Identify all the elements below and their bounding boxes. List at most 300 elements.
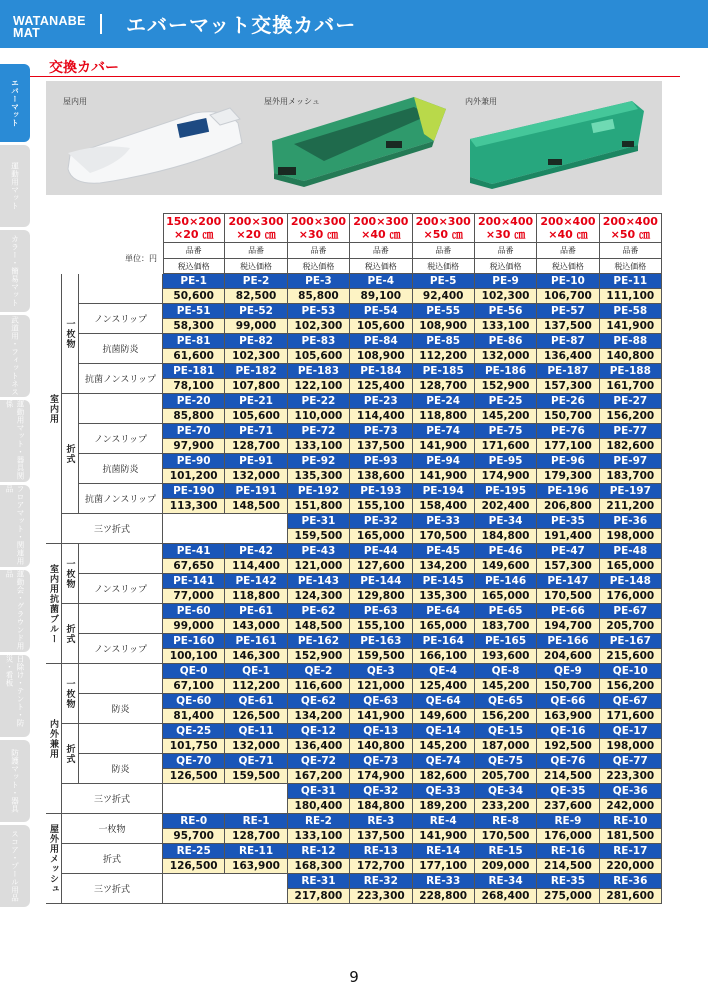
- item-code: PE-54: [350, 304, 412, 319]
- item-code: QE-1: [225, 664, 287, 679]
- item-code: PE-181: [163, 364, 225, 379]
- item-price: 141,900: [600, 319, 662, 334]
- item-code: PE-165: [475, 634, 537, 649]
- item-code: PE-44: [350, 544, 412, 559]
- item-code: RE-34: [475, 874, 537, 889]
- item-price: 148,500: [288, 619, 350, 634]
- item-price: 108,900: [413, 319, 475, 334]
- item-price: 113,300: [163, 499, 225, 514]
- item-code: PE-167: [600, 634, 662, 649]
- size-header-line2: ×50 ㎝: [423, 227, 463, 241]
- item-price: 89,100: [350, 289, 412, 304]
- section-underline: [30, 76, 680, 77]
- size-header-line1: 200×300: [415, 214, 471, 228]
- sub-label: 三ツ折式: [62, 874, 163, 904]
- item-price: 215,600: [600, 649, 662, 664]
- item-code: PE-76: [537, 424, 599, 439]
- size-header-line2: ×20 ㎝: [236, 227, 276, 241]
- item-code: QE-62: [288, 694, 350, 709]
- item-price: 152,900: [288, 649, 350, 664]
- item-code: RE-2: [288, 814, 350, 829]
- item-code: PE-97: [600, 454, 662, 469]
- side-tab-7[interactable]: 運動会・グラウンド用品: [0, 570, 30, 652]
- item-code: PE-81: [163, 334, 225, 349]
- item-code: RE-15: [475, 844, 537, 859]
- size-header: [350, 213, 412, 243]
- item-code: PE-21: [225, 394, 287, 409]
- size-header-line1: 200×400: [602, 214, 658, 228]
- item-price: 158,400: [413, 499, 475, 514]
- item-code: PE-163: [350, 634, 412, 649]
- item-price: 180,400: [288, 799, 350, 814]
- item-price: 205,700: [475, 769, 537, 784]
- item-code: RE-9: [537, 814, 599, 829]
- item-price: 159,500: [350, 649, 412, 664]
- item-price: 137,500: [350, 439, 412, 454]
- item-price: 211,200: [600, 499, 662, 514]
- item-price: 135,300: [288, 469, 350, 484]
- item-price: 112,200: [225, 679, 287, 694]
- item-code: PE-9: [475, 274, 537, 289]
- unit-label: 単位：円: [125, 254, 157, 263]
- item-price: 182,600: [600, 439, 662, 454]
- item-code: PE-23: [350, 394, 412, 409]
- item-price: 193,600: [475, 649, 537, 664]
- size-header-line2: ×40 ㎝: [548, 227, 588, 241]
- size-header-line2: ×50 ㎝: [610, 227, 650, 241]
- item-price: 114,400: [225, 559, 287, 574]
- price-header: 税込価格: [475, 259, 537, 274]
- item-price: 150,700: [537, 679, 599, 694]
- item-price: 206,800: [537, 499, 599, 514]
- sub-label: 折式: [62, 844, 163, 874]
- item-code: QE-72: [288, 754, 350, 769]
- item-price: 95,700: [163, 829, 225, 844]
- price-table: [46, 213, 662, 957]
- item-price: 111,100: [600, 289, 662, 304]
- code-header: 品番: [537, 243, 599, 259]
- item-code: PE-66: [537, 604, 599, 619]
- item-code: RE-17: [600, 844, 662, 859]
- side-tab-2[interactable]: 運動用マット: [0, 145, 30, 227]
- item-code: PE-58: [600, 304, 662, 319]
- item-price: 155,100: [350, 499, 412, 514]
- sub-label: 一枚物: [62, 814, 163, 844]
- item-price: 108,900: [350, 349, 412, 364]
- item-code: PE-1: [163, 274, 225, 289]
- item-price: 184,800: [475, 529, 537, 544]
- item-price: 58,300: [163, 319, 225, 334]
- item-code: PE-77: [600, 424, 662, 439]
- product-photo-strip: [46, 81, 662, 195]
- item-price: 102,300: [225, 349, 287, 364]
- item-price: 126,500: [225, 709, 287, 724]
- size-header: [537, 213, 599, 243]
- item-price: 165,000: [475, 589, 537, 604]
- item-code: PE-63: [350, 604, 412, 619]
- size-header: [163, 213, 225, 243]
- item-code: PE-184: [350, 364, 412, 379]
- row-label: 防炎: [79, 754, 163, 784]
- item-code: PE-34: [475, 514, 537, 529]
- item-price: 191,400: [537, 529, 599, 544]
- item-code: PE-65: [475, 604, 537, 619]
- item-price: 141,900: [413, 829, 475, 844]
- item-code: QE-25: [163, 724, 225, 739]
- item-price: 168,300: [288, 859, 350, 874]
- size-header-line1: 200×400: [477, 214, 534, 228]
- item-code: PE-145: [413, 574, 475, 589]
- item-price: 156,200: [600, 679, 662, 694]
- item-code: PE-141: [163, 574, 225, 589]
- item-price: 134,200: [288, 709, 350, 724]
- item-price: 101,750: [163, 739, 225, 754]
- sub-label: 折式: [62, 724, 79, 784]
- item-code: RE-35: [537, 874, 599, 889]
- item-code: PE-73: [350, 424, 412, 439]
- item-price: 140,800: [600, 349, 662, 364]
- item-code: PE-47: [537, 544, 599, 559]
- item-price: 177,100: [413, 859, 475, 874]
- photo-label-indoor: 屋内用: [63, 97, 87, 106]
- item-code: PE-43: [288, 544, 350, 559]
- item-code: QE-31: [288, 784, 350, 799]
- item-code: PE-67: [600, 604, 662, 619]
- item-code: PE-192: [288, 484, 350, 499]
- item-price: 141,900: [413, 439, 475, 454]
- item-code: RE-32: [350, 874, 412, 889]
- row-label: [79, 544, 163, 574]
- row-label: 抗菌ノンスリップ: [79, 484, 163, 514]
- item-code: PE-147: [537, 574, 599, 589]
- item-code: QE-11: [225, 724, 287, 739]
- item-price: 155,100: [350, 619, 412, 634]
- size-header: [288, 213, 350, 243]
- item-code: RE-16: [537, 844, 599, 859]
- row-label: ノンスリップ: [79, 304, 163, 334]
- item-price: 220,000: [600, 859, 662, 874]
- item-code: RE-14: [413, 844, 475, 859]
- item-price: 214,500: [537, 859, 599, 874]
- item-price: 281,600: [600, 889, 662, 904]
- group-label: 室内用: [46, 274, 62, 544]
- item-price: 184,800: [350, 799, 412, 814]
- item-price: 92,400: [413, 289, 475, 304]
- item-price: 163,900: [537, 709, 599, 724]
- item-code: PE-46: [475, 544, 537, 559]
- item-price: 126,500: [163, 769, 225, 784]
- item-price: 141,900: [350, 709, 412, 724]
- item-code: RE-1: [225, 814, 287, 829]
- item-price: 67,650: [163, 559, 225, 574]
- item-price: 145,200: [475, 679, 537, 694]
- item-code: PE-86: [475, 334, 537, 349]
- item-price: 105,600: [225, 409, 287, 424]
- code-header: 品番: [225, 243, 287, 259]
- item-code: QE-35: [537, 784, 599, 799]
- item-price: 151,800: [288, 499, 350, 514]
- item-price: 163,900: [225, 859, 287, 874]
- item-price: 85,800: [288, 289, 350, 304]
- item-price: 129,800: [350, 589, 412, 604]
- item-price: 126,500: [163, 859, 225, 874]
- item-price: 223,300: [600, 769, 662, 784]
- item-price: 99,000: [225, 319, 287, 334]
- group-label: 屋外用メッシュ: [46, 814, 62, 904]
- size-header-line1: 200×400: [540, 214, 596, 228]
- item-price: 132,000: [475, 349, 537, 364]
- row-label: [79, 664, 163, 694]
- item-code: PE-83: [288, 334, 350, 349]
- side-tab-4[interactable]: 武道用・フィットネス: [0, 315, 30, 397]
- item-price: 159,500: [288, 529, 350, 544]
- item-price: 124,300: [288, 589, 350, 604]
- side-tab-1[interactable]: エバーマット: [0, 64, 30, 142]
- item-price: 61,600: [163, 349, 225, 364]
- price-header: 税込価格: [225, 259, 287, 274]
- item-code: PE-3: [288, 274, 350, 289]
- item-code: PE-42: [225, 544, 287, 559]
- side-tab-8[interactable]: 日除け・テント・防災・看板: [0, 655, 30, 737]
- item-code: RE-11: [225, 844, 287, 859]
- side-tab-5[interactable]: 運動用マット・器具関係: [0, 400, 30, 482]
- item-code: QE-3: [350, 664, 412, 679]
- empty-cell: [163, 874, 288, 904]
- item-code: PE-185: [413, 364, 475, 379]
- item-code: PE-196: [537, 484, 599, 499]
- logo-line1: WATANABE: [13, 14, 86, 28]
- item-code: QE-67: [600, 694, 662, 709]
- item-price: 100,100: [163, 649, 225, 664]
- item-code: PE-61: [225, 604, 287, 619]
- item-code: PE-55: [413, 304, 475, 319]
- item-price: 99,000: [163, 619, 225, 634]
- item-price: 125,400: [350, 379, 412, 394]
- item-code: PE-162: [288, 634, 350, 649]
- item-code: RE-13: [350, 844, 412, 859]
- item-code: QE-13: [350, 724, 412, 739]
- group-label: 内外兼用: [46, 664, 62, 814]
- item-price: 170,500: [413, 529, 475, 544]
- item-price: 133,100: [475, 319, 537, 334]
- page-header: [0, 0, 708, 48]
- item-price: 156,200: [600, 409, 662, 424]
- sub-label: 三ツ折式: [62, 784, 163, 814]
- item-price: 132,000: [225, 739, 287, 754]
- empty-cell: [163, 784, 288, 814]
- sub-label: 三ツ折式: [62, 514, 163, 544]
- item-price: 121,000: [288, 559, 350, 574]
- item-code: PE-90: [163, 454, 225, 469]
- item-price: 156,200: [475, 709, 537, 724]
- logo-line2: MAT: [13, 26, 41, 40]
- item-price: 149,600: [475, 559, 537, 574]
- sub-label: 折式: [62, 604, 79, 664]
- item-price: 152,900: [475, 379, 537, 394]
- item-code: PE-24: [413, 394, 475, 409]
- item-code: PE-74: [413, 424, 475, 439]
- price-header: 税込価格: [350, 259, 412, 274]
- item-price: 118,800: [413, 409, 475, 424]
- item-code: PE-96: [537, 454, 599, 469]
- item-price: 143,000: [225, 619, 287, 634]
- item-code: RE-4: [413, 814, 475, 829]
- item-code: PE-164: [413, 634, 475, 649]
- item-price: 242,000: [600, 799, 662, 814]
- item-price: 198,000: [600, 529, 662, 544]
- item-code: PE-32: [350, 514, 412, 529]
- item-price: 105,600: [350, 319, 412, 334]
- item-price: 78,100: [163, 379, 225, 394]
- size-header: [600, 213, 662, 243]
- size-header-line2: ×30 ㎝: [485, 227, 526, 241]
- item-code: PE-52: [225, 304, 287, 319]
- item-code: PE-187: [537, 364, 599, 379]
- item-price: 194,700: [537, 619, 599, 634]
- item-price: 110,000: [288, 409, 350, 424]
- item-price: 174,900: [475, 469, 537, 484]
- item-code: PE-57: [537, 304, 599, 319]
- item-price: 137,500: [537, 319, 599, 334]
- empty-cell: [163, 514, 288, 544]
- item-code: QE-32: [350, 784, 412, 799]
- side-tab-10[interactable]: スコア・プール用品: [0, 825, 30, 907]
- item-code: RE-25: [163, 844, 225, 859]
- side-tab-6[interactable]: フロアマット・関連用品: [0, 485, 30, 567]
- item-code: QE-17: [600, 724, 662, 739]
- item-price: 181,500: [600, 829, 662, 844]
- item-code: QE-12: [288, 724, 350, 739]
- page-number: 9: [349, 968, 359, 986]
- item-price: 217,800: [288, 889, 350, 904]
- item-code: QE-70: [163, 754, 225, 769]
- size-header-line1: 200×300: [353, 214, 409, 228]
- item-code: PE-82: [225, 334, 287, 349]
- item-price: 172,700: [350, 859, 412, 874]
- row-label: [79, 724, 163, 754]
- price-header: 税込価格: [413, 259, 475, 274]
- item-code: PE-144: [350, 574, 412, 589]
- item-code: PE-87: [537, 334, 599, 349]
- item-code: PE-22: [288, 394, 350, 409]
- item-code: PE-53: [288, 304, 350, 319]
- row-label: 抗菌防炎: [79, 334, 163, 364]
- side-tab-9[interactable]: 防護マット・器具: [0, 740, 30, 822]
- item-price: 128,700: [225, 829, 287, 844]
- item-code: PE-20: [163, 394, 225, 409]
- item-price: 135,300: [413, 589, 475, 604]
- item-price: 161,700: [600, 379, 662, 394]
- item-price: 170,500: [537, 589, 599, 604]
- sub-label: 一枚物: [62, 544, 79, 604]
- item-code: RE-31: [288, 874, 350, 889]
- item-price: 205,700: [600, 619, 662, 634]
- item-code: QE-34: [475, 784, 537, 799]
- item-code: PE-26: [537, 394, 599, 409]
- item-code: PE-56: [475, 304, 537, 319]
- item-price: 228,800: [413, 889, 475, 904]
- item-code: RE-36: [600, 874, 662, 889]
- item-price: 171,600: [475, 439, 537, 454]
- side-tab-3[interactable]: カラー・簡易マット: [0, 230, 30, 312]
- item-code: PE-186: [475, 364, 537, 379]
- item-price: 101,200: [163, 469, 225, 484]
- item-price: 170,500: [475, 829, 537, 844]
- item-code: QE-8: [475, 664, 537, 679]
- item-price: 114,400: [350, 409, 412, 424]
- size-header-line2: ×30 ㎝: [298, 227, 339, 241]
- item-code: PE-148: [600, 574, 662, 589]
- item-price: 146,300: [225, 649, 287, 664]
- item-price: 116,600: [288, 679, 350, 694]
- row-label: 抗菌ノンスリップ: [79, 364, 163, 394]
- code-header: 品番: [475, 243, 537, 259]
- item-code: QE-76: [537, 754, 599, 769]
- item-code: PE-182: [225, 364, 287, 379]
- item-code: PE-190: [163, 484, 225, 499]
- item-price: 176,000: [537, 829, 599, 844]
- item-code: PE-2: [225, 274, 287, 289]
- item-code: RE-0: [163, 814, 225, 829]
- item-price: 165,000: [413, 619, 475, 634]
- item-price: 189,200: [413, 799, 475, 814]
- item-price: 183,700: [475, 619, 537, 634]
- price-header: 税込価格: [600, 259, 662, 274]
- price-header: 税込価格: [288, 259, 350, 274]
- item-code: PE-191: [225, 484, 287, 499]
- item-code: PE-25: [475, 394, 537, 409]
- photo-label-outdoor-mesh: 屋外用メッシュ: [264, 97, 320, 106]
- item-code: PE-195: [475, 484, 537, 499]
- item-price: 105,600: [288, 349, 350, 364]
- item-price: 182,600: [413, 769, 475, 784]
- item-price: 165,000: [350, 529, 412, 544]
- item-price: 183,700: [600, 469, 662, 484]
- item-price: 174,900: [350, 769, 412, 784]
- item-price: 112,200: [413, 349, 475, 364]
- code-header: 品番: [600, 243, 662, 259]
- row-label: 抗菌防炎: [79, 454, 163, 484]
- size-header-line2: ×40 ㎝: [361, 227, 401, 241]
- group-label: 室内用抗菌ブルー: [46, 544, 62, 664]
- item-price: 81,400: [163, 709, 225, 724]
- item-price: 157,300: [537, 559, 599, 574]
- item-code: QE-60: [163, 694, 225, 709]
- item-code: QE-2: [288, 664, 350, 679]
- item-price: 233,200: [475, 799, 537, 814]
- item-code: PE-91: [225, 454, 287, 469]
- item-price: 122,100: [288, 379, 350, 394]
- item-code: QE-15: [475, 724, 537, 739]
- item-price: 237,600: [537, 799, 599, 814]
- item-price: 198,000: [600, 739, 662, 754]
- item-price: 82,500: [225, 289, 287, 304]
- outdoor-mesh-cover-image: [264, 89, 454, 189]
- size-header-line1: 200×300: [228, 214, 284, 228]
- item-price: 167,200: [288, 769, 350, 784]
- row-label: ノンスリップ: [79, 634, 163, 664]
- row-label: [79, 394, 163, 424]
- item-price: 138,600: [350, 469, 412, 484]
- item-code: QE-71: [225, 754, 287, 769]
- item-code: PE-95: [475, 454, 537, 469]
- item-code: PE-197: [600, 484, 662, 499]
- item-price: 179,300: [537, 469, 599, 484]
- item-price: 132,000: [225, 469, 287, 484]
- item-code: PE-5: [413, 274, 475, 289]
- item-code: PE-31: [288, 514, 350, 529]
- item-price: 145,200: [413, 739, 475, 754]
